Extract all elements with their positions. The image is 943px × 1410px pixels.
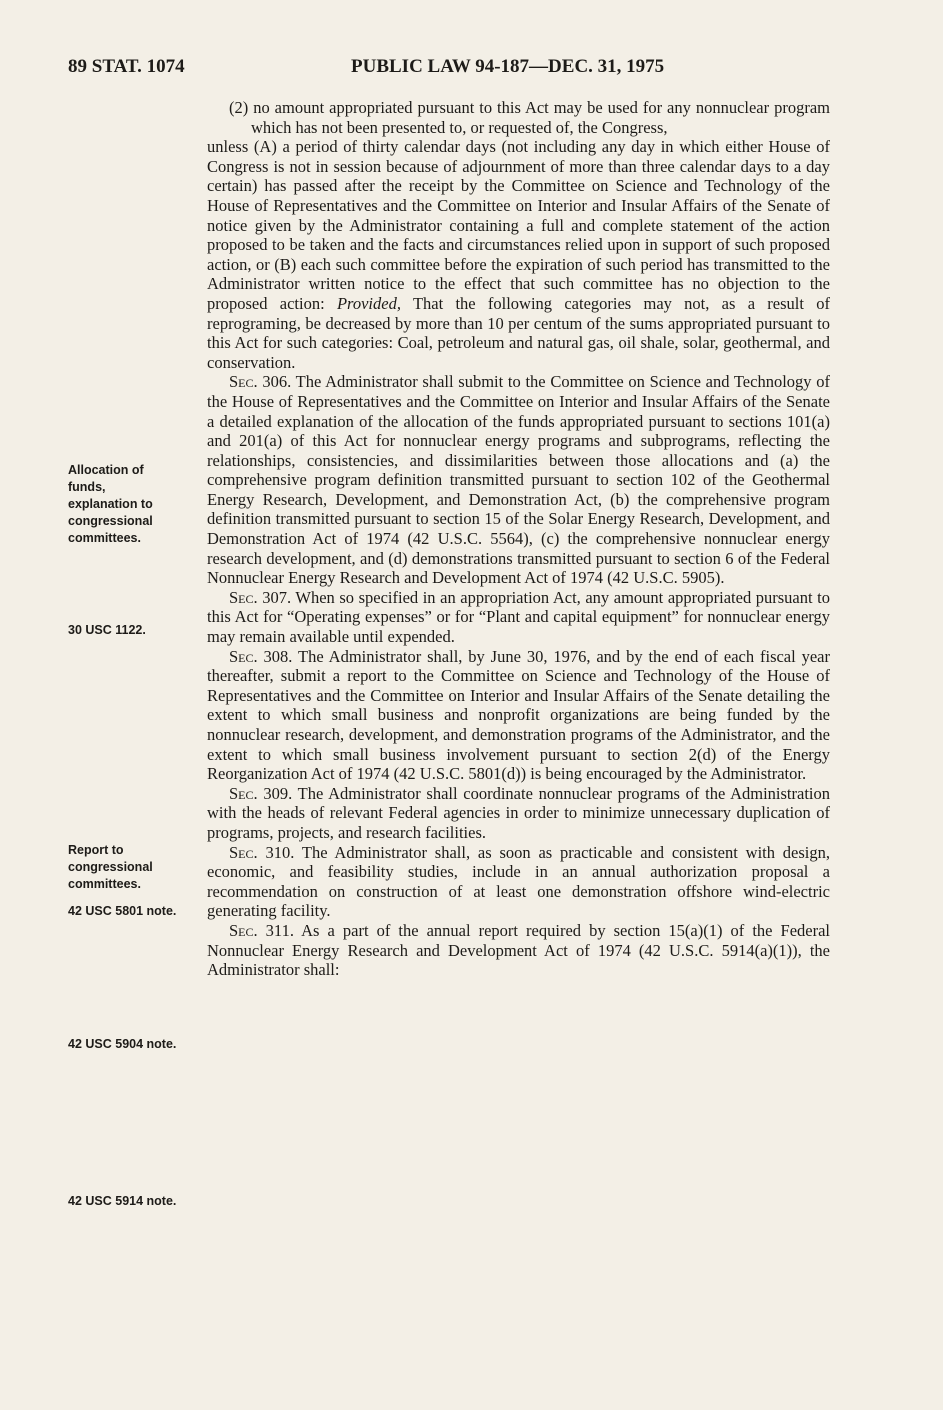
page-header: [68, 56, 830, 82]
section-310-text: The Administrator shall, as soon as practicable and consistent with design, economic, and feasibility studies, include in an annual authorization proposal a recommendation on construction of at least one demonstration offshore wind-electric generating facility.: [207, 842, 831, 921]
section-309: [207, 784, 830, 843]
paragraph-unless: [207, 137, 830, 372]
document-body: [207, 98, 830, 980]
section-307: [207, 588, 830, 647]
section-311: [207, 921, 830, 980]
margin-note-42-usc-5801: 42 USC 5801 note.: [68, 904, 177, 918]
section-309-text: The Administrator shall coordinate nonnuclear programs of the Administration with the heads of relevant Federal agencies in order to minimize unnecessary duplication of programs, projects, and research facilities.: [207, 783, 830, 842]
section-307-label: Sec. 307.: [229, 587, 292, 607]
section-309-label: Sec. 309.: [229, 783, 293, 803]
section-311-label: Sec. 311.: [229, 920, 294, 940]
section-306: [207, 372, 830, 588]
section-308-text: The Administrator shall, by June 30, 1976, and by the end of each fiscal year thereafter, submit a report to the Committee on Science and Technology of the House of Representatives and the Committee on Interior and Insular Affairs of the Senate detailing the extent to which small business and nonprofit organizations are being funded by the nonnuclear research, development, and demonstration programs of the Administrator, and the extent to which small business involvement pursuant to section 2(d) of the Energy Reorganization Act of 1974 (42 U.S.C. 5801(d)) is being encouraged by the Administrator.: [207, 646, 830, 784]
section-306-label: Sec. 306.: [229, 372, 292, 392]
section-310: [207, 843, 830, 921]
margin-note-allocation: Allocation of funds, explanation to congressional committees.: [68, 463, 153, 545]
section-306-text: The Administrator shall submit to the Committee on Science and Technology of the House of Representatives and the Committee on Interior and Insular Affairs of the Senate a detailed explanation of the allocation of the funds appropriated pursuant to sections 101(a) and 201(a) of this Act for nonnuclear energy programs and subprograms, reflecting the relationships, consistencies, and dissimilarities between those allocations and (a) the comprehensive program definition transmitted pursuant to section 102 of the Geothermal Energy Research, Development, and Demonstration Act, (b) the comprehensive program definition transmitted pursuant to section 15 of the Solar Energy Research, Development, and Demonstration Act of 1974 (42 U.S.C. 5564), (c) the comprehensive nonnuclear energy research development, and (d) demonstrations transmitted pursuant to section 6 of the Federal Nonnuclear Energy Research and Development Act of 1974 (42 U.S.C. 5905).: [207, 372, 830, 588]
section-308: [207, 647, 830, 784]
section-310-label: Sec. 310.: [229, 842, 295, 862]
margin-note-report: Report to congressional committees.: [68, 843, 153, 891]
section-307-text: When so specified in an appropriation Act, any amount appropriated pursuant to this Act for “Operating expenses” or for “Plant and capital equipment” for nonnuclear energy may remain available until expended.: [207, 587, 831, 647]
paragraph-2: (2) no amount appropriated pursuant to this Act may be used for any nonnuclear program which has not been presented to, or requested of, the Congress,: [229, 98, 830, 137]
margin-note-42-usc-5904: 42 USC 5904 note.: [68, 1037, 177, 1051]
public-law-title: PUBLIC LAW 94-187—DEC. 31, 1975: [351, 56, 665, 77]
margin-note-30-usc-1122: 30 USC 1122.: [68, 623, 146, 637]
section-311-text: As a part of the annual report required by section 15(a)(1) of the Federal Nonnuclear Energy Research and Development Act of 1974 (42 U.S.C. 5914(a)(1)), the Administrator shall:: [207, 920, 831, 980]
section-308-label: Sec. 308.: [229, 646, 293, 666]
statute-citation: 89 STAT. 1074: [68, 56, 185, 77]
unless-text: unless (A) a period of thirty calendar days (not including any day in which either House of Congress is not in session because of adjournment of more than three calendar days to a day certain) has passed after the receipt by the Committee on Science and Technology of the House of Representatives and the Committee on Interior and Insular Affairs of the Senate of notice given by the Administrator containing a full and complete statement of the action proposed to be taken and the facts and circumstances relied upon in support of such proposed action, or (B) each such committee before the expiration of such period has transmitted to the Administrator written notice to the effect that such committee has no objection to the proposed action:: [207, 137, 830, 313]
proviso-text: That the following categories may not, as a result of reprograming, be decreased by more than 10 per centum of the sums appropriated pursuant to this Act for such categories: Coal, petroleum and natural gas, oil shale, solar, geothermal, and conservation.: [207, 293, 830, 372]
margin-note-42-usc-5914: 42 USC 5914 note.: [68, 1194, 177, 1208]
provided-term: Provided,: [336, 293, 401, 313]
